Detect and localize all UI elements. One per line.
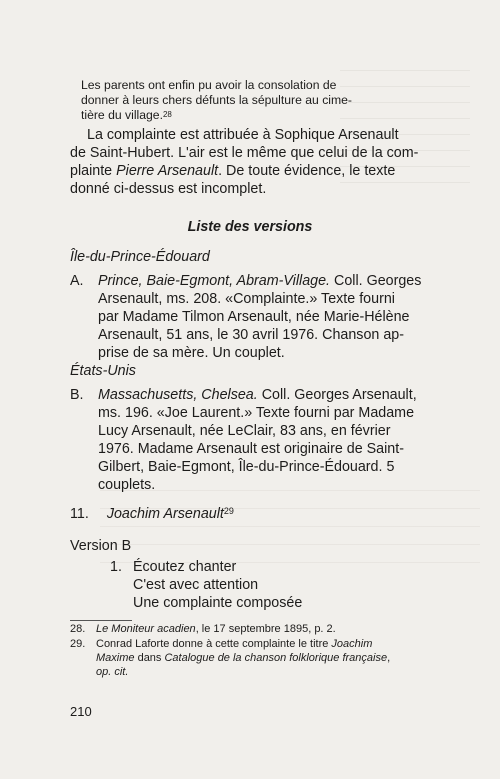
song-heading (70, 505, 234, 523)
region-heading: Île-du-Prince-Édouard (70, 249, 210, 265)
footnote-29-cont: Maxime dans Catalogue de la chanson folklorique française, (96, 652, 391, 664)
song-title: Joachim Arsenault (106, 506, 224, 522)
paragraph-line: plainte Pierre Arsenault. De toute évidence, le texte (70, 163, 396, 179)
version-entry-a: Prince, Baie-Egmont, Abram-Village. Coll. Georges Arsenault, ms. 208. «Complainte.» Texte fourni par Madame Tilmon Arsenault, née Marie-Hélène Arsenault, 51 ans, le 30 avril 1976. Chanson ap- prise de sa mère. Un couplet. (98, 273, 422, 361)
entry-place: Prince, Baie-Egmont, Abram-Village. (98, 273, 331, 289)
footnote-28: 28. Le Moniteur acadien, le 17 septembre 1895, p. 2. (70, 623, 336, 635)
footnote-divider (70, 620, 132, 621)
verse-line: Écoutez chanter (133, 559, 237, 575)
version-label: Version B (70, 538, 132, 554)
entry-label: A. (70, 273, 84, 289)
region-heading: États-Unis (70, 363, 136, 379)
quote-line: Les parents ont enfin pu avoir la consolation de (81, 78, 337, 92)
entry-place: Massachusetts, Chelsea. (98, 387, 258, 403)
attribution-paragraph-cont (70, 144, 430, 198)
song-number: 11. (70, 506, 89, 522)
song-title-ref: Pierre Arsenault (116, 163, 219, 179)
entry-label: B. (70, 387, 84, 403)
paragraph-line: donné ci-dessus est incomplet. (70, 181, 267, 197)
section-title: Liste des versions (187, 219, 313, 235)
verse-lines (133, 558, 302, 612)
verse-line: C'est avec attention (133, 577, 259, 593)
attribution-paragraph (87, 126, 430, 144)
footnote-29-cont: op. cit. (96, 666, 129, 678)
verse-line: Une complainte composée (133, 595, 303, 611)
paragraph-line: de Saint-Hubert. L'air est le même que celui de la com- (70, 145, 419, 161)
verse-number: 1. (110, 559, 122, 575)
quote-line: donner à leurs chers défunts la sépulture au cime- (81, 93, 352, 107)
version-entry-b: Massachusetts, Chelsea. Coll. Georges Arsenault, ms. 196. «Joe Laurent.» Texte fourni par Madame Lucy Arsenault, née LeClair, 83 ans, en février 1976. Madame Arsenault est originaire de Saint- Gilbert, Baie-Egmont, Île-du-Prince-Édouard. 5 couplets. (98, 387, 417, 493)
paragraph-line: La complainte est attribuée à Sophique Arsenault (87, 127, 399, 143)
footnote-29: 29. Conrad Laforte donne à cette complainte le titre Joachim (70, 638, 373, 650)
quote-line: tière du village.$^{28}$ (81, 108, 172, 122)
footnote-ref-29: 29 (223, 506, 234, 516)
quoted-passage (81, 78, 430, 123)
page-number: 210 (70, 704, 92, 719)
footnote-ref-28: 28 (162, 110, 172, 119)
